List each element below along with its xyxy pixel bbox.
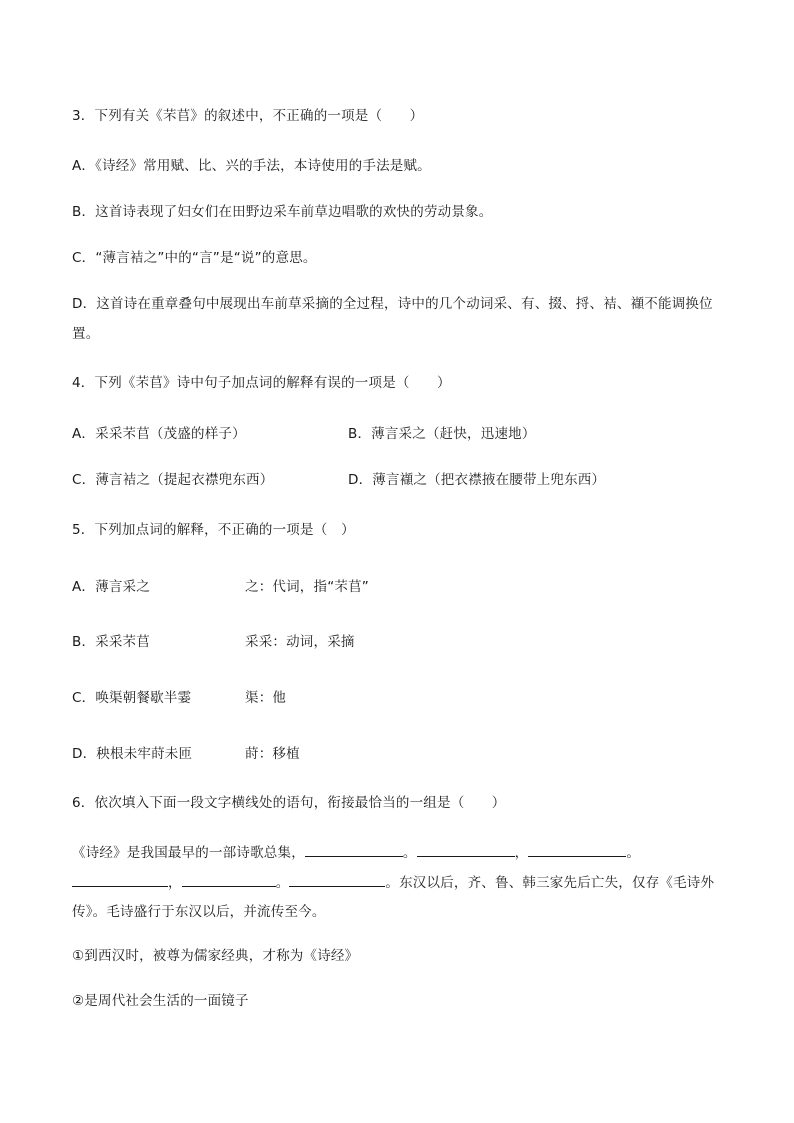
question-6-passage-line1: [72, 842, 640, 863]
question-5-option-d-gloss: 莳：移植: [245, 746, 300, 762]
question-5-option-b-gloss: 采采：动词，采摘: [245, 634, 355, 650]
question-6-passage-line2: [72, 872, 714, 893]
question-4-option-a: A．采采芣苢（茂盛的样子）: [72, 426, 246, 442]
question-4-option-d: D．薄言襭之（把衣襟掖在腰带上兜东西）: [348, 472, 606, 488]
question-5-stem: 5．下列加点词的解释，不正确的一项是（ ）: [72, 522, 355, 538]
question-6-item-1: ①到西汉时，被尊为儒家经典，才称为《诗经》: [72, 948, 359, 964]
question-3-stem: 3．下列有关《芣苢》的叙述中，不正确的一项是（ ）: [72, 108, 424, 124]
passage-text: 《诗经》是我国最早的一部诗歌总集，: [72, 845, 305, 861]
question-5-option-c-gloss: 渠：他: [245, 690, 287, 706]
question-5-option-a-gloss: 之：代词，指“芣苢”: [245, 579, 369, 595]
passage-punct: ，: [168, 875, 182, 891]
question-6-item-2: ②是周代社会生活的一面镜子: [72, 993, 249, 1009]
fill-blank: [417, 842, 515, 857]
fill-blank: [72, 872, 168, 887]
fill-blank: [182, 872, 276, 887]
question-5-option-b: B．采采芣苢: [72, 634, 150, 650]
question-3-option-d-line2: 置。: [72, 326, 100, 342]
fill-blank: [305, 842, 403, 857]
passage-punct: 。: [275, 875, 290, 891]
question-5-option-d: D．秧根未牢莳未匝: [72, 746, 193, 762]
question-4-option-b: B．薄言采之（赶快，迅速地）: [348, 426, 536, 442]
passage-punct: 。: [626, 845, 641, 861]
question-3-option-b: B．这首诗表现了妇女们在田野边采车前草边唱歌的欢快的劳动景象。: [72, 204, 493, 220]
passage-punct: ，: [514, 845, 529, 861]
question-4-option-c: C．薄言袺之（提起衣襟兜东西）: [72, 472, 274, 488]
passage-text: 。东汉以后，齐、鲁、韩三家先后亡失，仅存《毛诗外: [385, 875, 715, 891]
question-4-stem: 4．下列《芣苢》诗中句子加点词的解释有误的一项是（ ）: [72, 375, 451, 391]
question-5-option-a: A．薄言采之: [72, 579, 150, 595]
question-3-option-a: A．《诗经》常用赋、比、兴的手法，本诗使用的手法是赋。: [72, 158, 431, 174]
question-6-stem: 6．依次填入下面一段文字横线处的语句，衔接最恰当的一组是（ ）: [72, 795, 506, 811]
question-6-passage-line3: 传》。毛诗盛行于东汉以后，并流传至今。: [72, 904, 326, 920]
question-3-option-c: C．“薄言袺之”中的“言”是“说”的意思。: [72, 250, 317, 266]
question-3-option-d-line1: D．这首诗在重章叠句中展现出车前草采摘的全过程，诗中的几个动词采、有、掇、捋、袺、襭不能调换位: [72, 296, 713, 312]
fill-blank: [289, 872, 385, 887]
passage-punct: 。: [402, 845, 417, 861]
question-5-option-c: C．唤渠朝餐歇半霎: [72, 690, 192, 706]
fill-blank: [528, 842, 626, 857]
